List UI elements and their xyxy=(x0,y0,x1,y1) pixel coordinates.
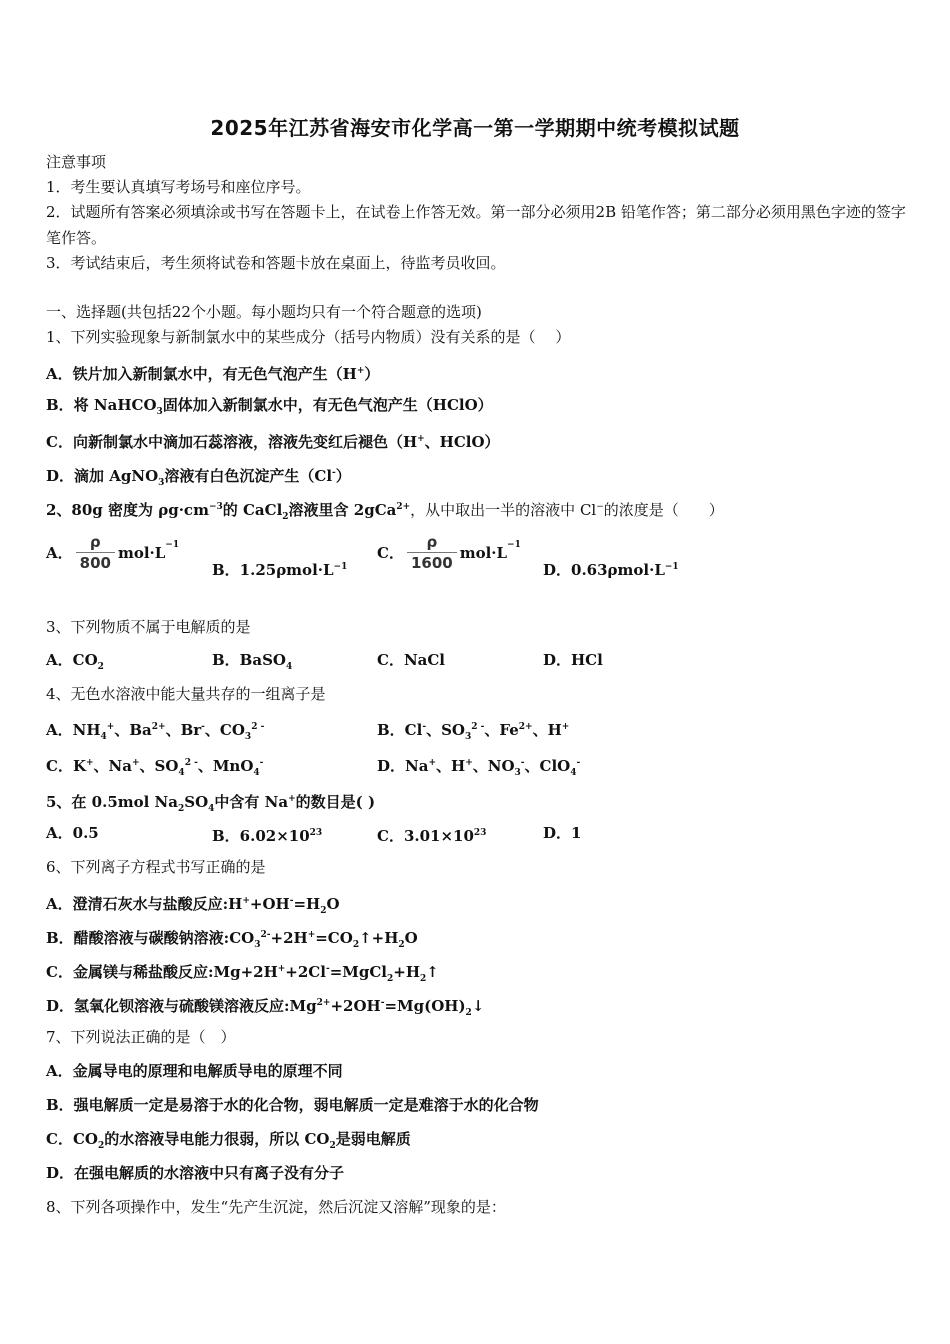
question-3-option-b: B．BaSO$_4$ xyxy=(212,651,293,672)
question-2-stem: 2、80g 密度为 $\rho g\cdot cm^{-3}$的 CaCl$_2$溶液里含 2gCa$^{2+}$，从中取出一半的溶液中 Cl−的浓度是（ ） xyxy=(46,501,724,522)
question-6-option-b: B．醋酸溶液与碳酸钠溶液$:CO_3^{2-}+2H^+=CO_2↑+H_2O$ xyxy=(46,929,418,950)
question-2-option-c: C． $\frac{\rho}{1600}$ $mol\cdot L^{-1}$ xyxy=(377,533,521,572)
question-3-option-c: C．NaCl xyxy=(377,651,446,669)
question-3-stem: 3、下列物质不属于电解质的是 xyxy=(46,618,251,636)
question-7-option-a: A．金属导电的原理和电解质导电的原理不同 xyxy=(46,1062,343,1080)
question-2-option-b: B．$1.25\rho mol\cdot L^{-1}$ xyxy=(212,561,348,579)
question-5-option-a: A．0.5 xyxy=(46,824,99,842)
notice-item-1: 1．考生要认真填写考场号和座位序号。 xyxy=(46,178,311,196)
question-1-stem: 1、下列实验现象与新制氯水中的某些成分（括号内物质）没有关系的是（ ） xyxy=(46,328,571,346)
question-4-option-a: A．$NH_4^+$、$Ba^{2+}$、Br-、$CO_3^{2 -}$ xyxy=(46,721,265,742)
question-5-option-d: D．1 xyxy=(543,824,582,842)
question-7-option-b: B．强电解质一定是易溶于水的化合物，弱电解质一定是难溶于水的化合物 xyxy=(46,1096,539,1114)
question-7-option-c: C．$CO_2$的水溶液导电能力很弱，所以 $CO_2$是弱电解质 xyxy=(46,1130,411,1151)
question-4-option-c: C．K+、Na+、$SO_4^{2 -}$、MnO$_4$- xyxy=(46,757,264,778)
question-6-option-c: C．金属镁与稀盐酸反应$:Mg+2H^++2Cl^-=MgCl_2+H_2↑$ xyxy=(46,963,439,984)
question-7-stem: 7、下列说法正确的是（ ） xyxy=(46,1028,236,1046)
question-7-option-d: D．在强电解质的水溶液中只有离子没有分子 xyxy=(46,1164,345,1182)
question-3-option-a: A．$CO_2$ xyxy=(46,651,104,672)
question-5-option-c: C．$3.01\times 10^{23}$ xyxy=(377,827,487,845)
question-2-option-a: A． $\frac{\rho}{800}$ $mol\cdot L^{-1}$ xyxy=(46,533,180,572)
question-2-option-d: D．$0.63\rho mol\cdot L^{-1}$ xyxy=(543,561,679,579)
question-1-option-c: C．向新制氯水中滴加石蕊溶液，溶液先变红后褪色（H+、HClO） xyxy=(46,433,500,451)
question-1-option-d: D．滴加 AgNO$_3$溶液有白色沉淀产生（Cl-） xyxy=(46,467,351,488)
notice-heading: 注意事项 xyxy=(46,153,107,171)
question-1-option-a: A．铁片加入新制氯水中，有无色气泡产生（H+） xyxy=(46,365,380,383)
question-4-option-d: D．Na+、H+、$NO_3^-$、ClO$_4$- xyxy=(377,757,581,778)
question-6-option-a: A．澄清石灰水与盐酸反应$:H^++OH^-=H_2O$ xyxy=(46,895,340,916)
question-5-stem: 5、在 0.5mol $Na_2SO_4$中含有 Na+的数目是( ) xyxy=(46,793,376,814)
fraction: $\frac{\rho}{800}$ xyxy=(76,533,115,573)
question-8-stem: 8、下列各项操作中，发生“先产生沉淀，然后沉淀又溶解”现象的是： xyxy=(46,1198,506,1216)
fraction: $\frac{\rho}{1600}$ xyxy=(407,533,457,573)
question-5-option-b: B．$6.02\times 10^{23}$ xyxy=(212,827,323,845)
question-4-stem: 4、无色水溶液中能大量共存的一组离子是 xyxy=(46,685,326,703)
notice-item-3: 3．考试结束后，考生须将试卷和答题卡放在桌面上，待监考员收回。 xyxy=(46,254,506,272)
question-3-option-d: D．HCl xyxy=(543,651,603,669)
notice-item-2: 2．试题所有答案必须填涂或书写在答题卡上，在试卷上作答无效。第一部分必须用2B 铅笔作答；第二部分必须用黑色字迹的签字笔作答。 xyxy=(46,203,906,247)
question-6-option-d: D．氢氧化钡溶液与硫酸镁溶液反应$:Mg^{2+}+2OH^-=Mg(OH)_2↓$ xyxy=(46,997,485,1018)
question-1-option-b: B．将 NaHCO$_3$固体加入新制氯水中，有无色气泡产生（HClO） xyxy=(46,396,493,417)
page-title: 2025年江苏省海安市化学高一第一学期期中统考模拟试题 xyxy=(210,116,740,140)
question-6-stem: 6、下列离子方程式书写正确的是 xyxy=(46,858,266,876)
question-4-option-b: B．Cl-、$SO_3^{2 -}$、$Fe^{2+}$、H+ xyxy=(377,721,570,742)
section-heading: 一、选择题(共包括22个小题。每小题均只有一个符合题意的选项) xyxy=(46,303,482,321)
